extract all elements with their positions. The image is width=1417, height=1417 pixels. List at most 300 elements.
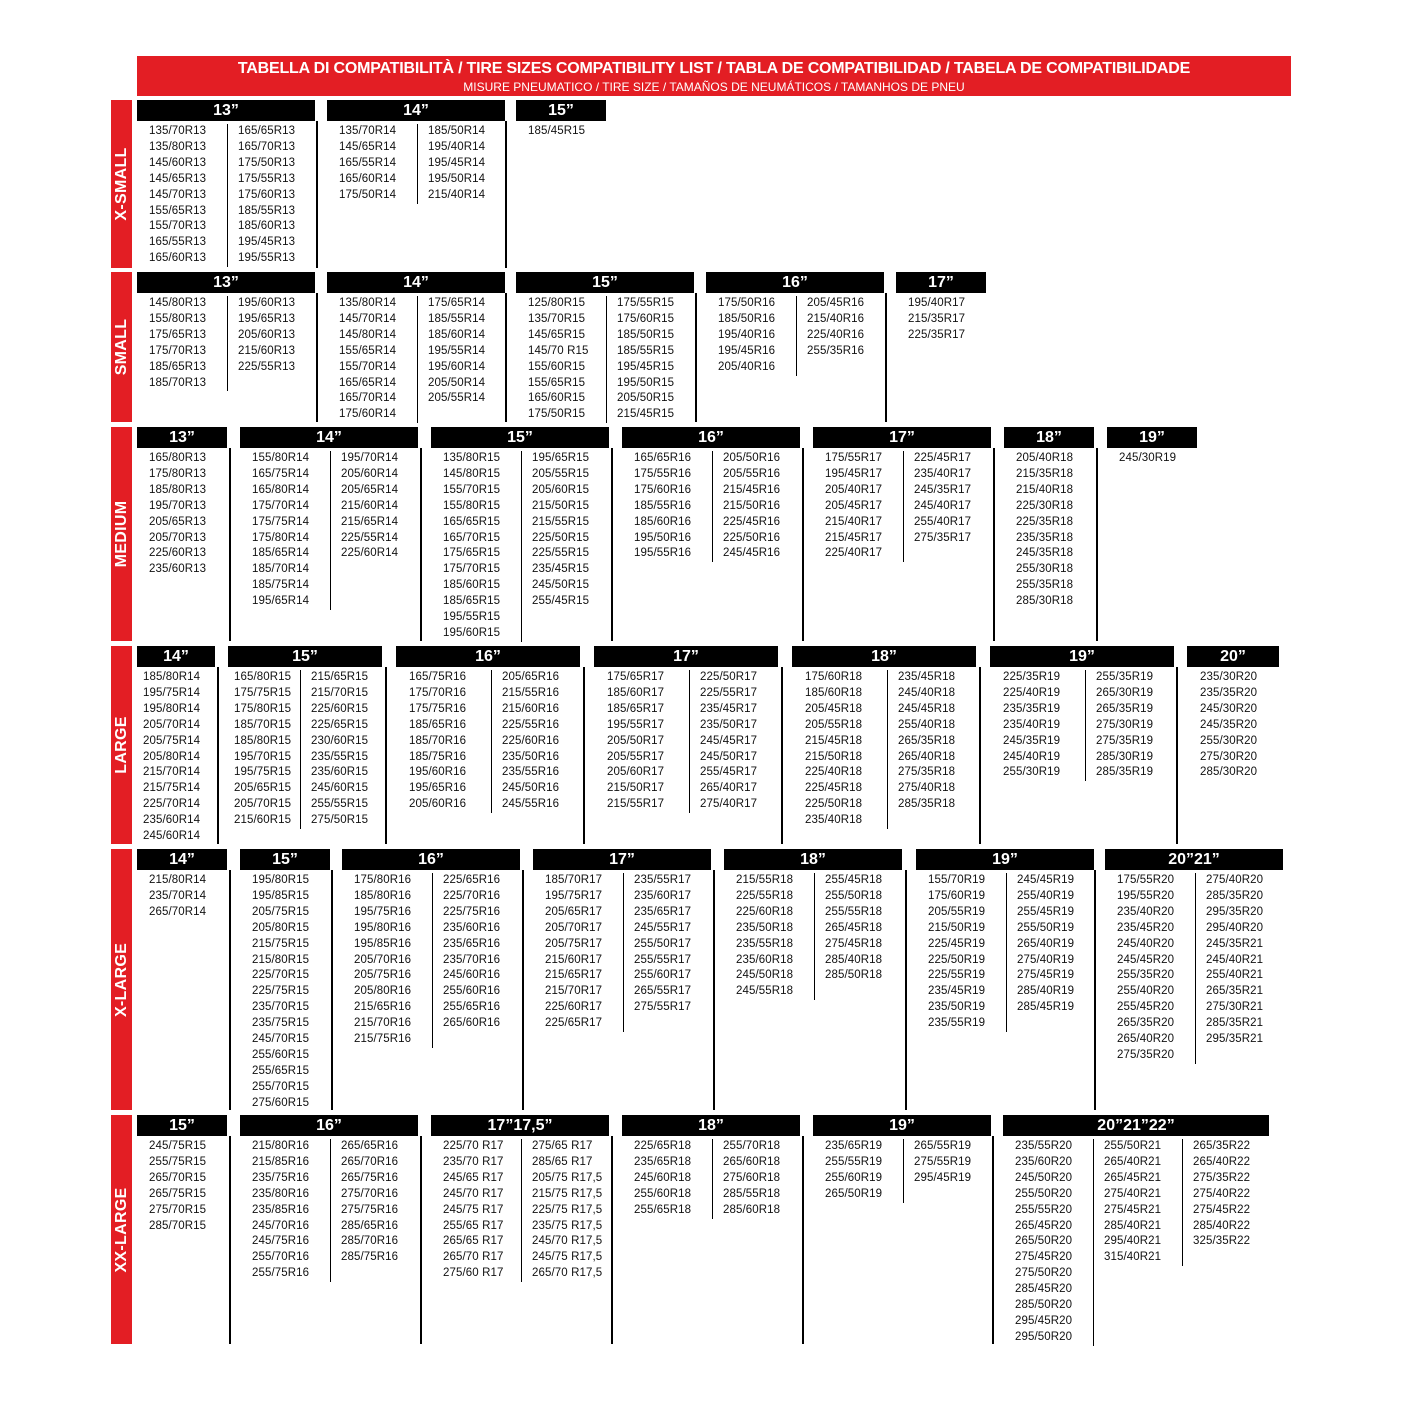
tire-size: 265/60R18 (723, 1155, 781, 1168)
tire-size: 155/80R13 (149, 312, 207, 325)
tire-size: 205/80R14 (143, 750, 201, 763)
tire-size: 285/45R20 (1015, 1283, 1073, 1296)
tire-size: 235/65R19 (825, 1140, 883, 1152)
tire-size: 265/45R21 (1104, 1171, 1162, 1184)
tire-size: 235/60R16 (443, 921, 501, 934)
rim-size-header: 20” (1187, 646, 1279, 667)
tire-size: 235/60R15 (311, 766, 369, 779)
tire-size: 245/45R19 (1017, 874, 1075, 886)
tire-size: 255/50R18 (825, 889, 883, 902)
tire-size: 225/65R17 (545, 1017, 603, 1030)
tire-size: 265/55R19 (914, 1140, 972, 1152)
tire-size: 185/70R16 (409, 734, 467, 747)
tire-size: 215/60R14 (341, 499, 399, 512)
tire-size-column (908, 296, 965, 344)
group-divider (713, 870, 715, 1110)
tire-size-column (718, 296, 775, 376)
tire-size: 175/70R16 (409, 686, 467, 699)
tire-size: 285/35R18 (898, 798, 956, 811)
tire-size: 175/60R19 (928, 889, 986, 902)
tire-size: 225/60R13 (149, 547, 207, 560)
tire-size: 195/80R16 (354, 921, 412, 934)
tire-size: 255/55R19 (825, 1155, 883, 1168)
tire-size-column (428, 296, 485, 407)
tire-size: 285/65R16 (341, 1219, 399, 1232)
rim-size-header: 14” (327, 272, 505, 293)
tire-size: 265/65R16 (341, 1140, 399, 1152)
tire-size: 225/50R17 (700, 671, 758, 683)
rim-size-group (622, 1115, 800, 1344)
tire-size: 175/70R13 (149, 344, 207, 357)
tire-size-column (528, 296, 588, 423)
tire-size: 215/75R15 (252, 937, 310, 950)
tire-size: 225/65R16 (443, 874, 501, 886)
rim-size-header: 13” (137, 100, 315, 121)
tire-size: 235/60R17 (634, 889, 692, 902)
column-divider (903, 451, 904, 562)
tire-size: 275/55R17 (634, 1001, 692, 1014)
tire-size: 205/60R15 (532, 483, 590, 496)
tire-size: 205/45R16 (807, 297, 865, 309)
tire-size: 215/70R16 (354, 1017, 412, 1030)
tire-size: 275/40R17 (700, 798, 758, 811)
group-divider (420, 1136, 422, 1344)
tire-size: 185/45R15 (528, 125, 586, 137)
tire-size: 205/40R17 (825, 483, 883, 496)
tire-size: 255/50R19 (1017, 921, 1075, 934)
tire-size: 205/65R13 (149, 515, 207, 528)
rim-size-group (533, 849, 711, 1110)
tire-size-column (898, 670, 955, 813)
tire-size: 165/80R15 (234, 671, 292, 683)
rim-size-group (516, 100, 606, 268)
rim-size-group (240, 1115, 418, 1344)
rim-size-group (240, 427, 418, 641)
tire-size: 175/75R14 (252, 515, 310, 528)
rim-size-group (1107, 427, 1197, 641)
tire-size: 285/70R15 (149, 1219, 207, 1232)
tire-size: 215/65R17 (545, 969, 603, 982)
tire-size: 275/50R20 (1015, 1267, 1073, 1280)
tire-size: 265/30R19 (1096, 686, 1154, 699)
tire-size: 255/75R15 (149, 1155, 207, 1168)
tire-size: 245/35R19 (1003, 734, 1061, 747)
tire-size: 215/60R16 (502, 702, 560, 715)
tire-size: 145/70R14 (339, 312, 397, 325)
tire-size: 225/55R14 (341, 531, 399, 544)
tire-size: 175/55R13 (238, 172, 296, 185)
tire-size: 285/75R16 (341, 1251, 399, 1264)
tire-size-column (149, 1139, 206, 1234)
rim-size-header: 16” (240, 1115, 418, 1136)
tire-size: 205/55R15 (532, 467, 590, 480)
tire-size: 225/50R16 (723, 531, 781, 544)
tire-size: 205/50R14 (428, 376, 486, 389)
tire-size: 165/60R13 (149, 252, 207, 265)
tire-size: 205/45R18 (805, 702, 863, 715)
tire-size: 225/45R17 (914, 452, 972, 464)
tire-size: 245/40R20 (1117, 937, 1175, 950)
tire-size: 235/35R18 (1016, 531, 1074, 544)
tire-size: 205/70R15 (234, 798, 292, 811)
tire-size: 205/50R15 (617, 392, 675, 405)
tire-size: 225/30R18 (1016, 499, 1074, 512)
tire-size: 195/50R14 (428, 172, 486, 185)
tire-size: 255/55R20 (1015, 1203, 1073, 1216)
tire-size: 245/55R17 (634, 921, 692, 934)
tire-size: 245/45R20 (1117, 953, 1175, 966)
group-divider (522, 870, 524, 1110)
tire-size: 295/35R21 (1206, 1033, 1264, 1046)
tire-size-column (807, 296, 864, 360)
tire-size: 295/45R20 (1015, 1314, 1073, 1327)
tire-size: 195/60R14 (428, 360, 486, 373)
tire-size: 275/30R19 (1096, 718, 1154, 731)
tire-size: 235/75R16 (252, 1171, 310, 1184)
tire-size: 215/40R18 (1016, 483, 1074, 496)
tire-size: 155/65R13 (149, 204, 207, 217)
tire-size: 185/50R16 (718, 312, 776, 325)
tire-size: 225/45R19 (928, 937, 986, 950)
tire-size: 285/35R20 (1206, 889, 1264, 902)
tire-size: 275/45R22 (1193, 1203, 1251, 1216)
rim-size-group (137, 427, 227, 641)
tire-size: 215/45R16 (723, 483, 781, 496)
tire-size: 155/70R14 (339, 360, 397, 373)
tire-size: 255/40R20 (1117, 985, 1175, 998)
tire-size: 205/65R14 (341, 483, 399, 496)
tire-size: 215/60R17 (545, 953, 603, 966)
size-category-label (111, 100, 132, 268)
tire-size: 295/45R19 (914, 1171, 972, 1184)
tire-size: 225/50R19 (928, 953, 986, 966)
tire-size: 195/55R20 (1117, 889, 1175, 902)
tire-size: 275/40R19 (1017, 953, 1075, 966)
tire-size: 205/50R16 (723, 452, 781, 464)
tire-size: 245/60R16 (443, 969, 501, 982)
tire-size: 265/40R20 (1117, 1033, 1175, 1046)
group-divider (885, 293, 887, 422)
tire-size: 145/80R13 (149, 297, 207, 309)
tire-size-column (1096, 670, 1153, 781)
tire-size: 165/80R14 (252, 483, 310, 496)
tire-size: 265/35R21 (1206, 985, 1264, 998)
tire-size: 205/60R16 (409, 798, 467, 811)
tire-size: 255/65R15 (252, 1064, 310, 1077)
tire-size: 255/60R18 (634, 1187, 692, 1200)
tire-size: 265/75R16 (341, 1171, 399, 1184)
tire-size: 215/45R15 (617, 408, 675, 421)
rim-size-header: 18” (724, 849, 902, 870)
tire-size: 235/40R17 (914, 467, 972, 480)
tire-size: 185/55R16 (634, 499, 692, 512)
tire-size: 275/45R18 (825, 937, 883, 950)
tire-size: 225/60R16 (502, 734, 560, 747)
tire-size: 245/30R20 (1200, 702, 1258, 715)
rim-size-group (622, 427, 800, 641)
tire-size: 145/70R13 (149, 188, 207, 201)
rim-size-group (1105, 849, 1283, 1110)
column-divider (712, 1139, 713, 1219)
tire-size: 245/60R15 (311, 782, 369, 795)
tire-size: 215/50R15 (532, 499, 590, 512)
tire-size-column (1016, 451, 1073, 610)
tire-size: 175/55R15 (617, 297, 675, 309)
tire-size-column (143, 670, 200, 845)
tire-size: 235/50R16 (502, 750, 560, 763)
tire-size: 215/50R19 (928, 921, 986, 934)
tire-size: 235/70R15 (252, 1001, 310, 1014)
tire-size: 235/55R15 (311, 750, 369, 763)
column-divider (623, 873, 624, 1032)
column-divider (300, 670, 301, 829)
tire-size: 245/30R19 (1119, 452, 1177, 464)
tire-size: 225/65R18 (634, 1140, 692, 1152)
tire-size-column (339, 124, 396, 204)
tire-size: 205/55R19 (928, 905, 986, 918)
tire-size: 185/65R13 (149, 360, 207, 373)
tire-size-column (1117, 873, 1174, 1064)
rim-size-group (137, 272, 315, 422)
tire-size: 235/55R20 (1015, 1140, 1073, 1152)
group-divider (1094, 870, 1096, 1110)
group-divider (505, 121, 507, 268)
tire-size: 245/50R15 (532, 579, 590, 592)
tire-size: 225/35R18 (1016, 515, 1074, 528)
group-divider (420, 448, 422, 641)
tire-size: 275/65 R17 (532, 1140, 593, 1152)
tire-size: 235/40R20 (1117, 905, 1175, 918)
tire-size-column (1015, 1139, 1072, 1346)
tire-size: 195/55R17 (607, 718, 665, 731)
tire-size: 245/45R16 (723, 547, 781, 560)
tire-size: 225/45R16 (723, 515, 781, 528)
rim-size-group (431, 1115, 609, 1344)
tire-size: 225/75R16 (443, 905, 501, 918)
tire-size: 245/60R18 (634, 1171, 692, 1184)
tire-size-column (914, 451, 971, 546)
tire-size: 165/70R14 (339, 392, 397, 405)
tire-size-column (914, 1139, 971, 1187)
rim-size-header: 17” (594, 646, 778, 667)
tire-size: 145/70 R15 (528, 344, 589, 357)
tire-size: 255/60R19 (825, 1171, 883, 1184)
tire-size: 185/60R18 (805, 686, 863, 699)
tire-size: 175/80R15 (234, 702, 292, 715)
rim-size-header: 17” (533, 849, 711, 870)
tire-size: 235/40R19 (1003, 718, 1061, 731)
tire-size: 175/80R14 (252, 531, 310, 544)
tire-size: 215/50R16 (723, 499, 781, 512)
tire-size: 245/40R19 (1003, 750, 1061, 763)
tire-size: 145/80R14 (339, 328, 397, 341)
tire-size: 245/35R21 (1206, 937, 1264, 950)
tire-size: 255/45R17 (700, 766, 758, 779)
tire-size: 205/75 R17,5 (532, 1171, 603, 1184)
tire-size-column (1003, 670, 1060, 781)
tire-size: 255/70R18 (723, 1140, 781, 1152)
tire-size: 265/60R16 (443, 1017, 501, 1030)
tire-size: 235/50R19 (928, 1001, 986, 1014)
group-divider (802, 448, 804, 641)
tire-size: 225/45R18 (805, 782, 863, 795)
tire-size: 255/45R15 (532, 595, 590, 608)
tire-size: 245/75R16 (252, 1235, 310, 1248)
tire-size-column (700, 670, 757, 813)
tire-size: 265/75R15 (149, 1187, 207, 1200)
rim-size-group (327, 272, 505, 422)
tire-size: 225/60R14 (341, 547, 399, 560)
rim-size-header: 19” (916, 849, 1094, 870)
tire-size: 175/50R14 (339, 188, 397, 201)
column-divider (814, 873, 815, 1000)
tire-size: 155/70R13 (149, 220, 207, 233)
column-divider (417, 124, 418, 204)
tire-size: 195/70R13 (149, 499, 207, 512)
tire-size-column (252, 451, 309, 610)
tire-size: 195/65R16 (409, 782, 467, 795)
column-divider (1182, 1139, 1183, 1266)
tire-size: 195/45R13 (238, 236, 296, 249)
rim-size-group (137, 646, 215, 844)
tire-size: 145/65R15 (528, 328, 586, 341)
tire-size: 245/40R17 (914, 499, 972, 512)
tire-size: 135/70R15 (528, 312, 586, 325)
tire-size: 175/60R16 (634, 483, 692, 496)
tire-size: 155/70R15 (443, 483, 501, 496)
rim-size-group (342, 849, 520, 1110)
tire-size: 245/35R20 (1200, 718, 1258, 731)
tire-size: 175/70R14 (252, 499, 310, 512)
tire-size: 205/70R16 (354, 953, 412, 966)
rim-size-header: 20”21”22” (1003, 1115, 1269, 1136)
tire-size: 235/60R18 (736, 953, 794, 966)
tire-size: 155/65R14 (339, 344, 397, 357)
rim-size-header: 14” (240, 427, 418, 448)
tire-size: 235/45R19 (928, 985, 986, 998)
tire-size: 235/75R15 (252, 1017, 310, 1030)
tire-size: 285/45R19 (1017, 1001, 1075, 1014)
tire-size: 185/60R17 (607, 686, 665, 699)
rim-size-group (1003, 1115, 1269, 1344)
tire-size: 195/55R13 (238, 252, 296, 265)
column-divider (417, 296, 418, 423)
tire-size: 195/40R16 (718, 328, 776, 341)
tire-size: 275/50R15 (311, 814, 369, 827)
tire-size: 245/65 R17 (443, 1171, 504, 1184)
group-divider (316, 293, 318, 422)
rim-size-group (1004, 427, 1094, 641)
tire-size: 215/65R14 (341, 515, 399, 528)
tire-size: 265/40R22 (1193, 1155, 1251, 1168)
tire-size: 185/60R14 (428, 328, 486, 341)
tire-size-column (443, 873, 500, 1032)
group-divider (229, 1136, 231, 1344)
tire-size: 195/40R17 (908, 297, 966, 309)
tire-size: 275/40R20 (1206, 874, 1264, 886)
tire-size: 285/40R18 (825, 953, 883, 966)
tire-size: 235/55R19 (928, 1017, 986, 1030)
group-divider (505, 293, 507, 422)
column-divider (330, 451, 331, 610)
group-divider (611, 448, 613, 641)
size-category-label (111, 427, 132, 641)
tire-size: 235/45R18 (898, 671, 956, 683)
column-divider (521, 1139, 522, 1282)
tire-size: 295/40R20 (1206, 921, 1264, 934)
rim-size-group (724, 849, 902, 1110)
tire-size: 195/40R14 (428, 140, 486, 153)
rim-size-header: 17”17,5” (431, 1115, 609, 1136)
tire-size: 225/40R17 (825, 547, 883, 560)
size-category-text: X-SMALL (112, 147, 130, 221)
tire-size: 145/65R13 (149, 172, 207, 185)
tire-size: 275/30R20 (1200, 750, 1258, 763)
tire-size: 225/50R18 (805, 798, 863, 811)
rim-size-header: 16” (622, 427, 800, 448)
tire-size: 255/30R18 (1016, 563, 1074, 576)
tire-size: 255/35R18 (1016, 579, 1074, 592)
tire-size: 235/35R20 (1200, 686, 1258, 699)
tire-size: 255/60R15 (252, 1048, 310, 1061)
tire-size: 245/40R18 (898, 686, 956, 699)
group-divider (316, 121, 318, 268)
tire-size: 145/60R13 (149, 156, 207, 169)
tire-size: 275/35R19 (1096, 734, 1154, 747)
rim-size-group (896, 272, 986, 422)
page-subtitle: MISURE PNEUMATICO / TIRE SIZE / TAMAÑOS DE NEUMÁTICOS / TAMANHOS DE PNEU (463, 80, 965, 94)
tire-size: 205/75R15 (252, 905, 310, 918)
tire-size: 185/55R14 (428, 312, 486, 325)
tire-size: 215/65R15 (311, 671, 369, 683)
tire-size: 255/50R20 (1015, 1187, 1073, 1200)
tire-size: 205/70R14 (143, 718, 201, 731)
rim-size-header: 19” (813, 1115, 991, 1136)
tire-size-column (252, 1139, 309, 1282)
tire-size: 265/40R19 (1017, 937, 1075, 950)
group-divider (695, 293, 697, 422)
tire-size: 175/75R15 (234, 686, 292, 699)
tire-size: 245/40R21 (1206, 953, 1264, 966)
tire-size: 195/75R14 (143, 686, 201, 699)
tire-size: 235/30R20 (1200, 671, 1258, 683)
tire-size: 225/55R17 (700, 686, 758, 699)
tire-size: 195/65R14 (252, 595, 310, 608)
tire-size: 135/80R14 (339, 297, 397, 309)
tire-size: 165/65R13 (238, 125, 296, 137)
size-category-text: X-LARGE (112, 942, 130, 1017)
tire-size: 205/40R16 (718, 360, 776, 373)
tire-size: 275/70R16 (341, 1187, 399, 1200)
rim-size-header: 15” (228, 646, 382, 667)
tire-size: 155/60R15 (528, 360, 586, 373)
tire-size: 275/35R20 (1117, 1048, 1175, 1061)
tire-size: 215/60R15 (234, 814, 292, 827)
tire-size: 235/60R14 (143, 814, 201, 827)
rim-size-header: 19” (990, 646, 1174, 667)
tire-size: 185/70R15 (234, 718, 292, 731)
tire-size: 165/55R14 (339, 156, 397, 169)
tire-size: 185/60R16 (634, 515, 692, 528)
tire-size: 235/85R16 (252, 1203, 310, 1216)
tire-size: 155/65R15 (528, 376, 586, 389)
tire-size: 265/70R14 (149, 905, 207, 918)
tire-size: 275/60R18 (723, 1171, 781, 1184)
tire-size: 175/65R15 (443, 547, 501, 560)
tire-size-column (252, 873, 309, 1112)
rim-size-header: 18” (792, 646, 976, 667)
tire-size: 145/65R14 (339, 140, 397, 153)
